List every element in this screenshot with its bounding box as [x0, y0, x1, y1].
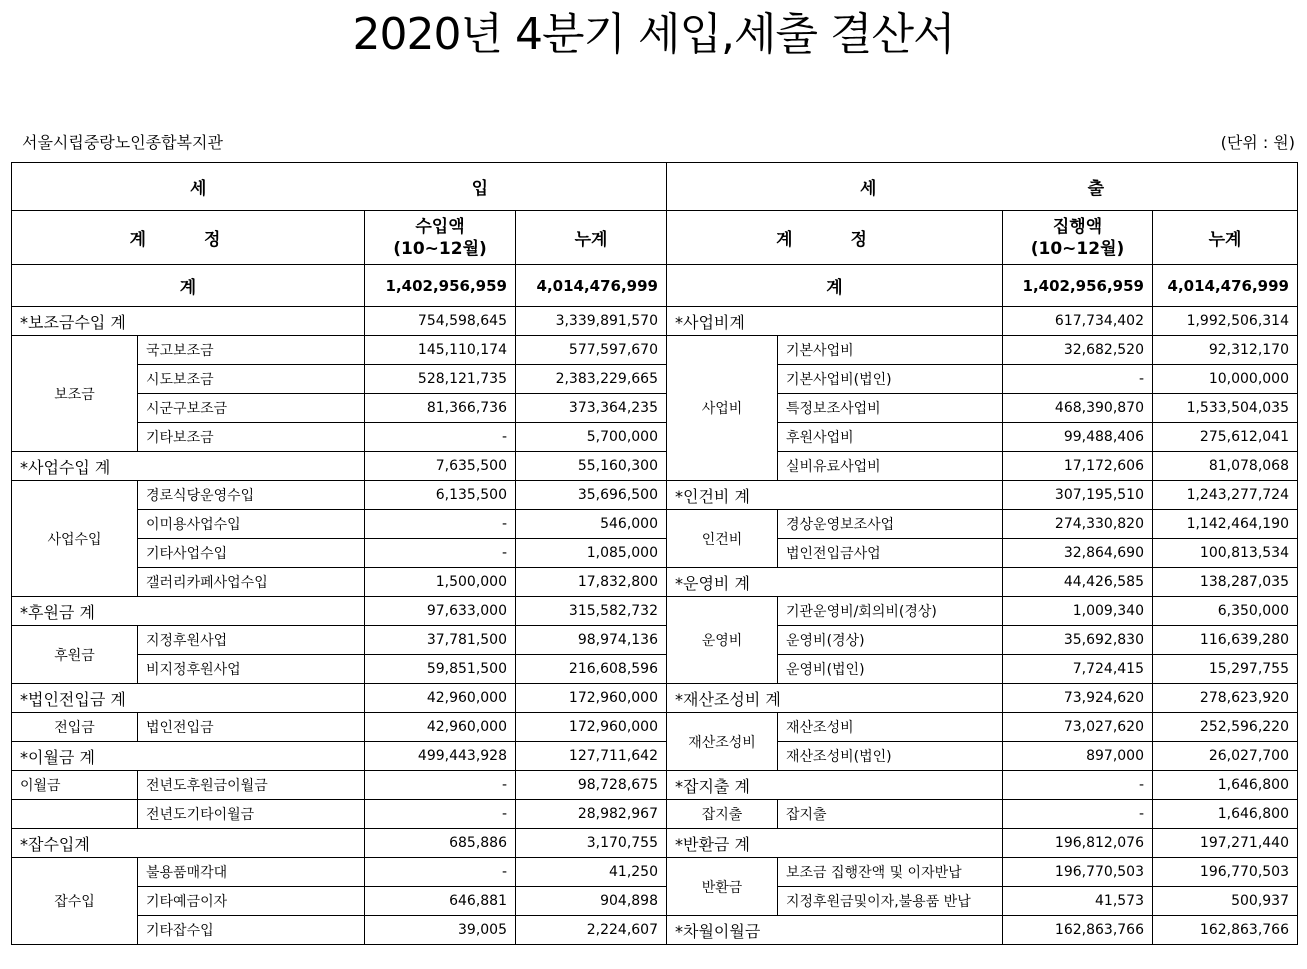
table-row: 전입금 법인전입금 42,960,000 172,960,000 재산조성비 재산조성비 73,027,620 252,596,220 [12, 713, 1298, 742]
income-cumulative-header: 누계 [516, 211, 667, 265]
table-row: *잡수입계 685,886 3,170,755 *반환금 계 196,812,076 197,271,440 [12, 829, 1298, 858]
header-row-section [12, 163, 1298, 211]
organization-name: 서울시립중랑노인종합복지관 [22, 133, 223, 152]
income-section-header: 세 입 [12, 163, 667, 211]
table-row: 기타보조금 - 5,700,000 후원사업비 99,488,406 275,612,041 [12, 423, 1298, 452]
expense-account-header: 계 정 [667, 211, 1003, 265]
table-row: 시도보조금 528,121,735 2,383,229,665 기본사업비(법인) - 10,000,000 [12, 365, 1298, 394]
income-total-amount: 1,402,956,959 [365, 265, 516, 307]
expense-cumulative-header: 누계 [1153, 211, 1298, 265]
table-row: *사업수입 계 7,635,500 55,160,300 실비유료사업비 17,172,606 81,078,068 [12, 452, 1298, 481]
header-row-columns [12, 211, 1298, 265]
table-row: 전년도기타이월금 - 28,982,967 잡지출 잡지출 - 1,646,800 [12, 800, 1298, 829]
settlement-table [11, 162, 1298, 945]
table-row: 이월금 전년도후원금이월금 - 98,728,675 *잡지출 계 - 1,646,800 [12, 771, 1298, 800]
income-total-cumulative: 4,014,476,999 [516, 265, 667, 307]
table-row: *후원금 계 97,633,000 315,582,732 운영비 기관운영비/회의비(경상) 1,009,340 6,350,000 [12, 597, 1298, 626]
table-row: 기타사업수입 - 1,085,000 법인전입금사업 32,864,690 100,813,534 [12, 539, 1298, 568]
expense-total-label: 계 [667, 265, 1003, 307]
income-total-label: 계 [12, 265, 365, 307]
unit-label: (단위 : 원) [1220, 133, 1295, 152]
table-row: 보조금 국고보조금 145,110,174 577,597,670 사업비 기본사업비 32,682,520 92,312,170 [12, 336, 1298, 365]
table-row: 기타잡수입 39,005 2,224,607 *차월이월금 162,863,766 162,863,766 [12, 916, 1298, 945]
table-row: 기타예금이자 646,881 904,898 지정후원금및이자,불용품 반납 41,573 500,937 [12, 887, 1298, 916]
page-title: 2020년 4분기 세입,세출 결산서 [352, 9, 955, 60]
income-account-header: 계 정 [12, 211, 365, 265]
expense-amount-header: 집행액 (10~12월) [1003, 211, 1153, 265]
expense-total-cumulative: 4,014,476,999 [1153, 265, 1298, 307]
table-row: 갤러리카페사업수입 1,500,000 17,832,800 *운영비 계 44,426,585 138,287,035 [12, 568, 1298, 597]
table-row: 비지정후원사업 59,851,500 216,608,596 운영비(법인) 7,724,415 15,297,755 [12, 655, 1298, 684]
table-row: 시군구보조금 81,366,736 373,364,235 특정보조사업비 468,390,870 1,533,504,035 [12, 394, 1298, 423]
table-row: *보조금수입 계 754,598,645 3,339,891,570 *사업비계 617,734,402 1,992,506,314 [12, 307, 1298, 336]
table-row: 후원금 지정후원사업 37,781,500 98,974,136 운영비(경상) 35,692,830 116,639,280 [12, 626, 1298, 655]
total-row [12, 265, 1298, 307]
table-row: *법인전입금 계 42,960,000 172,960,000 *재산조성비 계 73,924,620 278,623,920 [12, 684, 1298, 713]
income-amount-header: 수입액 (10~12월) [365, 211, 516, 265]
table-row: *이월금 계 499,443,928 127,711,642 재산조성비(법인) 897,000 26,027,700 [12, 742, 1298, 771]
expense-total-amount: 1,402,956,959 [1003, 265, 1153, 307]
table-row: 사업수입 경로식당운영수입 6,135,500 35,696,500 *인건비 계 307,195,510 1,243,277,724 [12, 481, 1298, 510]
expense-section-header: 세 출 [667, 163, 1298, 211]
table-row: 이미용사업수입 - 546,000 인건비 경상운영보조사업 274,330,820 1,142,464,190 [12, 510, 1298, 539]
table-row: 잡수입 불용품매각대 - 41,250 반환금 보조금 집행잔액 및 이자반납 196,770,503 196,770,503 [12, 858, 1298, 887]
